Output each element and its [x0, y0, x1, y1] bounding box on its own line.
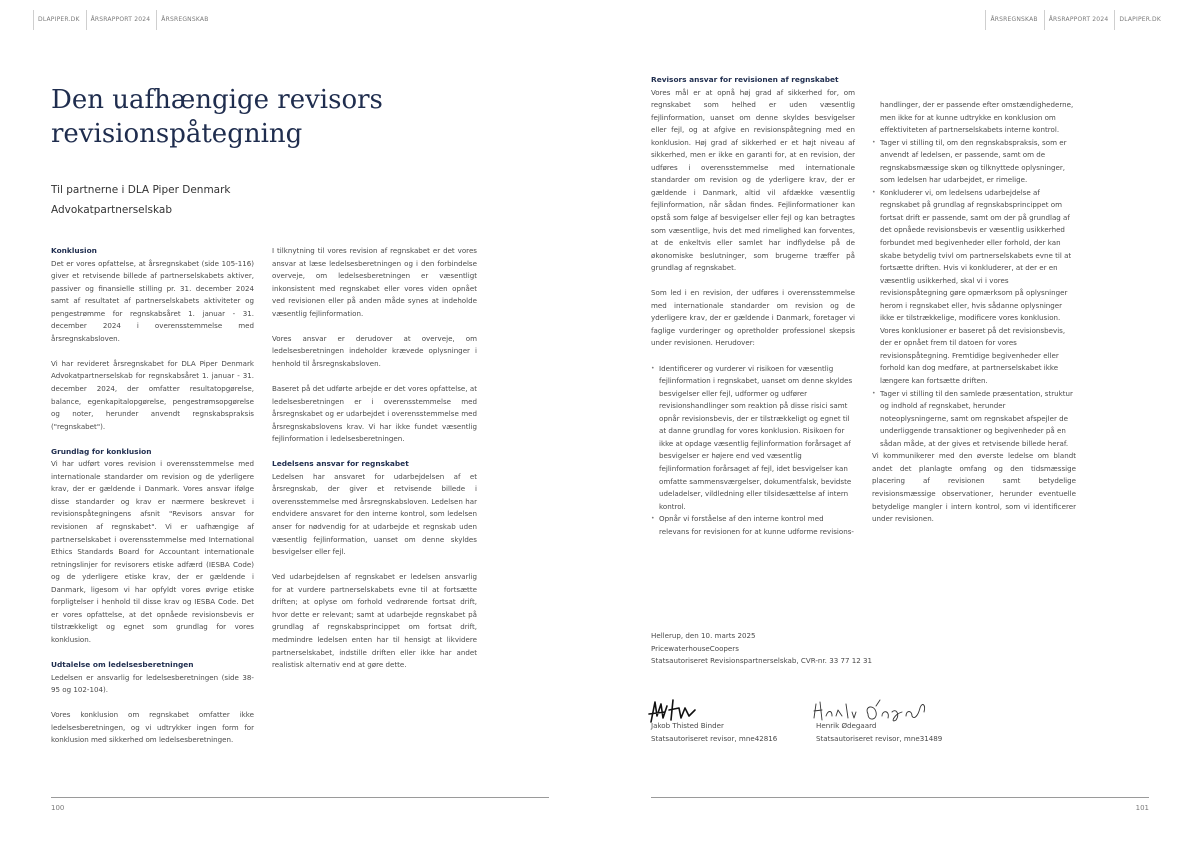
paragraph: handlinger, der er passende efter omstændighederne, men ikke for at kunne udtrykke en konklusion om effektiviteten af partnerselskabets interne kontrol. [880, 100, 1074, 135]
signoff-block [651, 630, 1071, 668]
paragraph: Ved udarbejdelsen af regnskabet er ledelsen ansvarlig for at vurdere partnerselskabets evne til at fortsætte driften; at oplyse om forhold vedrørende fortsat drift, hvor dette er relevant; samt at udarbejde regnskabet på grundlag af regnskabsprincippet om fortsat drift, medmindre ledelsen enten har til hensigt at likvidere partnerselskabet, indstille driften eller ikke har andet realistisk alternativ end at gøre dette. [272, 572, 477, 670]
signoff-firm: PricewaterhouseCoopers [651, 643, 739, 653]
list-item: • Identificerer og vurderer vi risikoen for væsentlig fejlinformation i regnskabet, uanset om denne skyldes besvigelser eller fejl, udformer og udfører revisionshandlinger som reaktion på disse risici samt opnår revisionsbevis, der er tilstrækkeligt og egnet til at danne grundlag for vores konklusion. Risikoen for ikke at opdage væsentlig fejlinformation forårsaget af besvigelser er højere end ved væsentlig fejlinformation forårsaget af fejl, idet besvigelser kan omfatte sammensværgelser, dokumentfalsk, bevidste udeladelser, vildledning eller tilsidesættelse af intern kontrol. [651, 363, 855, 514]
page-number-right: 101 [1135, 804, 1149, 812]
paragraph: Vi kommunikerer med den øverste ledelse om blandt andet det planlagte omfang og den tidsmæssige placering af revisionen samt betydelige revisionsmæssige observationer, herunder eventuelle betydelige mangler i intern kontrol, som vi identificerer under revisionen. [872, 451, 1076, 524]
handwritten-signature [810, 696, 930, 726]
section-heading-grundlag: Grundlag for konklusion [51, 446, 152, 456]
paragraph: Ledelsen er ansvarlig for ledelsesberetningen (side 38-95 og 102-104). [51, 672, 254, 695]
paragraph: Som led i en revision, der udføres i overensstemmelse med internationale standarder om revision og de yderligere krav, der er gældende i Danmark, foretager vi faglige vurderinger og opretholder professionel skepsis under revisionen. Herudover: [651, 288, 855, 348]
paragraph: Det er vores opfattelse, at årsregnskabet (side 105-116) giver et retvisende billede af partnerselskabets aktiver, passiver og finansielle stilling pr. 31. december 2024 samt af resultatet af partnerselskabets aktiviteter og pengestrømme for regnskabsåret 1. januar - 31. december 2024 i overensstemmelse med årsregnskabsloven. [51, 258, 254, 343]
paragraph: Ledelsen har ansvaret for udarbejdelsen af et årsregnskab, der giver et retvisende billede i overensstemmelse med årsregnskabsloven. Ledelsen har endvidere ansvaret for den interne kontrol, som ledelsen anser for nødvendig for at udarbejde et regnskab uden væsentlig fejlinformation, uanset om denne skyldes besvigelser eller fejl. [272, 471, 477, 557]
section-heading-ledelsens-ansvar: Ledelsens ansvar for regnskabet [272, 459, 409, 469]
nav-link-dlapiper[interactable]: DLAPIPER.DK [1114, 10, 1167, 30]
list-item: • Opnår vi forståelse af den interne kontrol med relevans for revisionen for at kunne udforme revisions- [651, 513, 855, 538]
signoff-place-date: Hellerup, den 10. marts 2025 [651, 631, 756, 640]
section-heading-udtalelse: Udtalelse om ledelsesberetningen [51, 660, 194, 670]
title-line: revisionspåtegning [51, 119, 303, 149]
nav-link-aarsrapport[interactable]: ÅRSRAPPORT 2024 [86, 10, 157, 30]
signoff-firm-registration: Statsautoriseret Revisionspartnerselskab, CVR-nr. 33 77 12 31 [651, 656, 873, 665]
text-column-3 [651, 74, 855, 538]
paragraph: Vi har revideret årsregnskabet for DLA Piper Denmark Advokatpartnerselskab for regnskabsåret 1. januar - 31. december 2024, der omfatter resultatopgørelse, balance, egenkapitalopgørelse, pengestrømsopgørelse og noter, herunder anvendt regnskabspraksis ("regnskabet"). [51, 358, 254, 431]
nav-link-aarsregnskab[interactable]: ÅRSREGNSKAB [985, 10, 1043, 30]
signatory-name: Jakob Thisted Binder [651, 721, 724, 730]
bullet-list [651, 363, 855, 539]
signatory-1 [651, 720, 821, 745]
title-line: Den uafhængige revisors [51, 85, 383, 115]
section-heading-konklusion: Konklusion [51, 246, 97, 255]
paragraph: I tilknytning til vores revision af regnskabet er det vores ansvar at læse ledelsesberetningen og i den forbindelse overveje, om ledelsesberetningen er væsentligt inkonsistent med regnskabet eller vores viden opnået ved revisionen eller på anden måde synes at indeholde væsentlig fejlinformation. [272, 246, 477, 318]
footer-divider [651, 797, 1149, 798]
page-number-left: 100 [51, 804, 65, 812]
page-title [51, 83, 531, 151]
paragraph: Vores ansvar er derudover at overveje, om ledelsesberetningen indeholder krævede oplysninger i henhold til årsregnskabsloven. [272, 333, 477, 368]
paragraph: Vores konklusion om regnskabet omfatter ikke ledelsesberetningen, og vi udtrykker ingen form for konklusion med sikkerhed om ledelsesberetningen. [51, 710, 254, 745]
handwritten-signature [645, 696, 711, 726]
text-column-1 [51, 245, 254, 759]
paragraph: Vores mål er at opnå høj grad af sikkerhed for, om regnskabet som helhed er uden væsentlig fejlinformation, uanset om denne skyldes besvigelser eller fejl, og at afgive en revisionspåtegning med en konklusion. Høj grad af sikkerhed er et højt niveau af sikkerhed, men er ikke en garanti for, at en revision, der udføres i overensstemmelse med internationale standarder om revision og de yderligere krav, der er gældende i Danmark, altid vil afdække væsentlig fejlinformation, når sådan findes. Fejlinformationer kan opstå som følge af besvigelser eller fejl og kan betragtes som væsentlige, hvis det med rimelighed kan forventes, at de enkeltvis eller samlet har indflydelse på de økonomiske beslutninger, som brugerne træffer på grundlag af regnskabet. [651, 87, 855, 273]
paragraph: Vi har udført vores revision i overensstemmelse med internationale standarder om revision og de yderligere krav, der er gældende i Danmark. Vores ansvar ifølge disse standarder og krav er nærmere beskrevet i revisionspåtegningens afsnit "Revisors ansvar for revisionen af regnskabet". Vi er uafhængige af partnerselskabet i overensstemmelse med International Ethics Standards Board for Accountant internationale retningslinjer for revisorers etiske adfærd (IESBA Code) og de yderligere etiske krav, der er gældende i Danmark, ligesom vi har opfyldt vores øvrige etiske forpligtelser i henhold til disse krav og IESBA Code. Det er vores opfattelse, at det opnåede revisionsbevis er tilstrækkeligt og egnet som grundlag for vores konklusion. [51, 459, 254, 644]
list-item: • Konkluderer vi, om ledelsens udarbejdelse af regnskabet på grundlag af regnskabsprincippet om fortsat drift er passende, samt om der på grundlag af det opnåede revisionsbevis er væsentlig usikkerhed forbundet med begivenheder eller forhold, der kan skabe betydelig tvivl om partnerselskabets evne til at fortsætte driften. Hvis vi konkluderer, at der er en væsentlig usikkerhed, skal vi i vores revisionspåtegning gøre opmærksom på oplysninger herom i regnskabet eller, hvis sådanne oplysninger ikke er tilstrækkelige, modificere vores konklusion. Vores konklusioner er baseret på det revisionsbevis, der er opnået frem til datoen for vores revisionspåtegning. Fremtidige begivenheder eller forhold kan dog medføre, at partnerselskabet ikke længere kan fortsætte driften. [872, 187, 1076, 388]
footer-divider [51, 797, 549, 798]
addressee-line: Til partnerne i DLA Piper Denmark [51, 184, 231, 196]
nav-link-aarsrapport[interactable]: ÅRSRAPPORT 2024 [1044, 10, 1115, 30]
text-column-2 [272, 245, 477, 684]
addressee [51, 180, 531, 220]
signatory-name: Henrik Ødegaard [816, 721, 877, 730]
addressee-line: Advokatpartnerselskab [51, 204, 173, 216]
bullet-list [872, 137, 1076, 451]
text-column-4 [872, 99, 1076, 538]
nav-link-aarsregnskab[interactable]: ÅRSREGNSKAB [156, 10, 214, 30]
header-nav-left [33, 10, 215, 30]
list-item: • Tager vi stilling til den samlede præsentation, struktur og indhold af regnskabet, herunder noteoplysningerne, samt om regnskabet afspejler de underliggende transaktioner og begivenheder på en sådan måde, at der gives et retvisende billede heraf. [872, 388, 1076, 451]
signatory-2 [816, 720, 986, 745]
signatory-title: Statsautoriseret revisor, mne42816 [651, 733, 778, 743]
nav-link-dlapiper[interactable]: DLAPIPER.DK [33, 10, 86, 30]
section-heading-revisors-ansvar: Revisors ansvar for revisionen af regnskabet [651, 75, 839, 84]
header-nav-right [985, 10, 1167, 30]
signatory-title: Statsautoriseret revisor, mne31489 [816, 733, 943, 743]
list-item: • Tager vi stilling til, om den regnskabspraksis, som er anvendt af ledelsen, er passende, samt om de regnskabsmæssige skøn og tilknyttede oplysninger, som ledelsen har udarbejdet, er rimelige. [872, 137, 1076, 187]
paragraph: Baseret på det udførte arbejde er det vores opfattelse, at ledelsesberetningen er i overensstemmelse med årsregnskabet og er udarbejdet i overensstemmelse med årsregnskabslovens krav. Vi har ikke fundet væsentlig fejlinformation i ledelsesberetningen. [272, 384, 477, 444]
